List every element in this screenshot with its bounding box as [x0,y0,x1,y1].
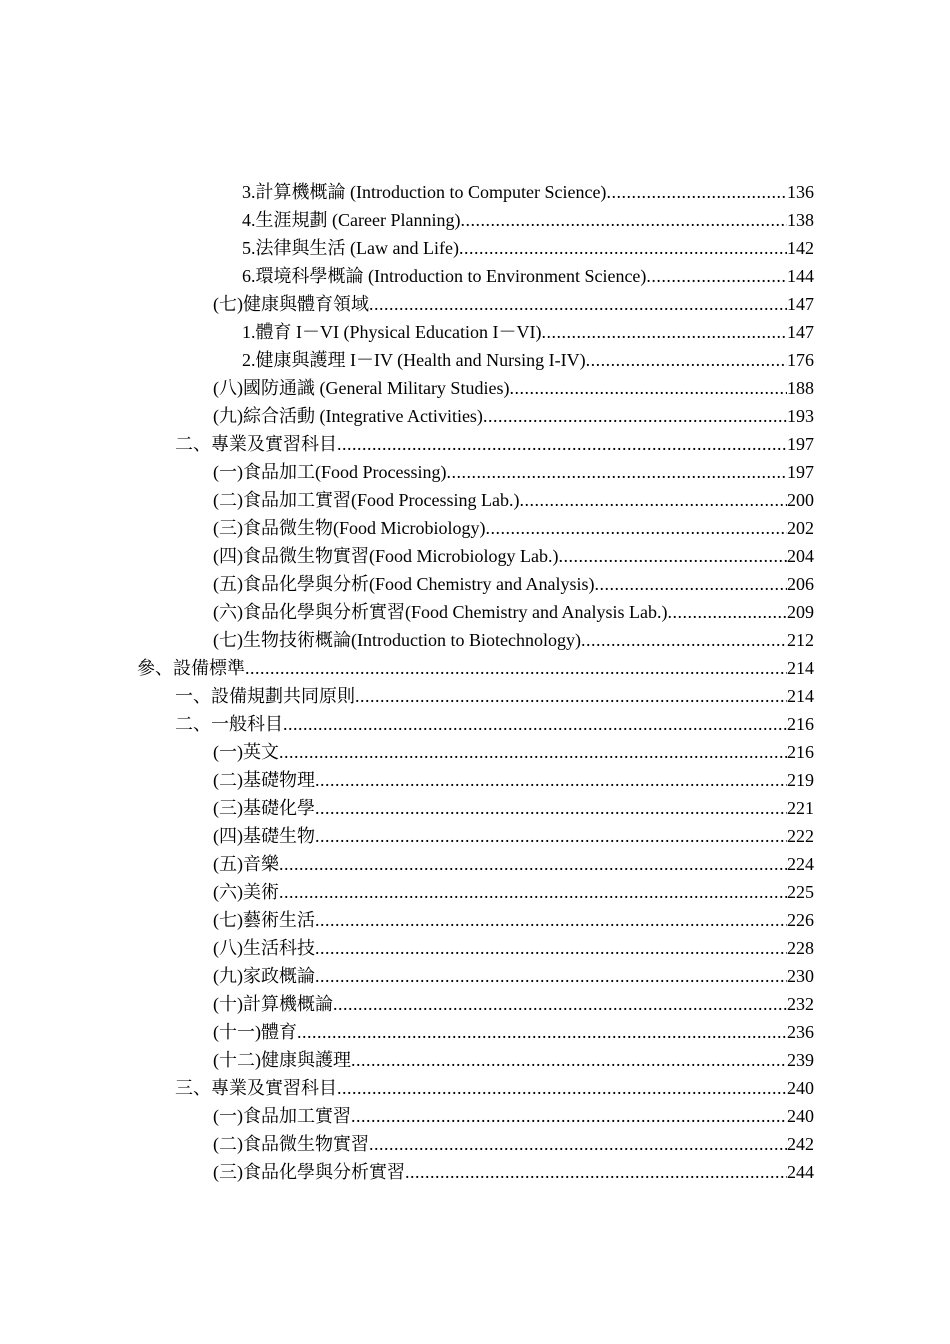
toc-entry-title: 二、一般科目 [175,714,283,734]
toc-entry-title: (四)基礎生物 [213,826,315,846]
toc-entry-page-number: 138 [787,210,814,230]
toc-entry-page-number: 202 [787,518,814,538]
toc-dot-leader [315,906,787,934]
toc-entry-page-number: 216 [787,714,814,734]
toc-dot-leader [446,458,787,486]
toc-dot-leader [337,430,787,458]
toc-entry-title: 5.法律與生活 (Law and Life) [242,238,459,258]
toc-dot-leader [459,234,787,262]
toc-dot-leader [606,178,787,206]
toc-entry-title: 2.健康與護理 I－IV (Health and Nursing I-IV) [242,350,586,370]
toc-entry[interactable] [0,794,950,822]
toc-entry[interactable] [0,906,950,934]
toc-entry-title: (十)計算機概論 [213,994,333,1014]
toc-entry-page-number: 214 [787,686,814,706]
toc-dot-leader [519,486,787,514]
toc-dot-leader [351,1046,787,1074]
toc-entry-title: 一、設備規劃共同原則 [175,686,355,706]
toc-entry-title: (三)基礎化學 [213,798,315,818]
toc-entry-page-number: 222 [787,826,814,846]
toc-entry-title: 3.計算機概論 (Introduction to Computer Science) [242,182,607,202]
toc-entry-page-number: 236 [787,1022,814,1042]
toc-entry[interactable] [0,458,950,486]
toc-entry-page-number: 206 [787,574,814,594]
toc-entry-page-number: 230 [787,966,814,986]
toc-entry-title: (六)食品化學與分析實習(Food Chemistry and Analysis Lab.) [213,602,668,622]
toc-dot-leader [283,710,787,738]
toc-dot-leader [279,850,787,878]
toc-entry-page-number: 240 [787,1106,814,1126]
toc-entry-page-number: 136 [787,182,814,202]
toc-entry[interactable] [0,1046,950,1074]
toc-entry-page-number: 226 [787,910,814,930]
toc-dot-leader [558,542,787,570]
toc-entry[interactable] [0,654,950,682]
toc-entry-title: (九)綜合活動 (Integrative Activities) [213,406,483,426]
toc-entry-title: (七)生物技術概論(Introduction to Biotechnology) [213,630,581,650]
toc-entry[interactable] [0,738,950,766]
toc-dot-leader [315,934,787,962]
toc-entry[interactable] [0,962,950,990]
toc-entry[interactable] [0,430,950,458]
toc-entry[interactable] [0,178,950,206]
toc-entry[interactable] [0,878,950,906]
toc-entry-title: (三)食品微生物(Food Microbiology) [213,518,486,538]
toc-entry-page-number: 219 [787,770,814,790]
toc-entry-page-number: 221 [787,798,814,818]
toc-entry-page-number: 197 [787,434,814,454]
toc-entry[interactable] [0,374,950,402]
toc-entry-title: (六)美術 [213,882,279,902]
toc-entry-page-number: 144 [787,266,814,286]
toc-entry-page-number: 214 [787,658,814,678]
toc-entry-title: (二)食品微生物實習 [213,1134,369,1154]
toc-entry-page-number: 239 [787,1050,814,1070]
toc-entry-title: (一)食品加工實習 [213,1106,351,1126]
toc-entry[interactable] [0,598,950,626]
toc-entry-page-number: 204 [787,546,814,566]
toc-entry[interactable] [0,346,950,374]
toc-entry[interactable] [0,710,950,738]
toc-entry-title: 三、專業及實習科目 [175,1078,337,1098]
toc-dot-leader [581,626,787,654]
toc-entry[interactable] [0,206,950,234]
toc-entry-title: (一)食品加工(Food Processing) [213,462,447,482]
toc-entry-page-number: 242 [787,1134,814,1154]
toc-entry[interactable] [0,542,950,570]
toc-entry-page-number: 147 [787,294,814,314]
toc-entry-title: (七)藝術生活 [213,910,315,930]
toc-dot-leader [315,794,787,822]
toc-entry-page-number: 225 [787,882,814,902]
toc-entry-page-number: 142 [787,238,814,258]
toc-entry-title: 二、專業及實習科目 [175,434,337,454]
toc-entry[interactable] [0,1018,950,1046]
toc-entry-title: (二)基礎物理 [213,770,315,790]
toc-entry-page-number: 147 [787,322,814,342]
toc-entry[interactable] [0,1158,950,1186]
toc-entry[interactable] [0,318,950,346]
toc-entry-page-number: 193 [787,406,814,426]
toc-entry-page-number: 216 [787,742,814,762]
toc-entry-title: 參、設備標準 [137,658,245,678]
toc-entry-title: 1.體育 I－VI (Physical Education I－VI) [242,322,542,342]
toc-dot-leader [369,1130,787,1158]
toc-dot-leader [460,206,787,234]
toc-entry-title: (四)食品微生物實習(Food Microbiology Lab.) [213,546,559,566]
toc-entry-page-number: 188 [787,378,814,398]
toc-entry-title: (三)食品化學與分析實習 [213,1162,405,1182]
toc-entry-page-number: 240 [787,1078,814,1098]
toc-entry-title: (五)食品化學與分析(Food Chemistry and Analysis) [213,574,595,594]
toc-entry[interactable] [0,822,950,850]
toc-dot-leader [315,822,787,850]
toc-entry-title: (九)家政概論 [213,966,315,986]
toc-entry-page-number: 197 [787,462,814,482]
toc-entry[interactable] [0,570,950,598]
toc-dot-leader [245,654,787,682]
toc-entry[interactable] [0,402,950,430]
toc-dot-leader [315,962,787,990]
toc-dot-leader [483,402,787,430]
toc-entry[interactable] [0,262,950,290]
toc-entry-title: (二)食品加工實習(Food Processing Lab.) [213,490,520,510]
toc-entry[interactable] [0,290,950,318]
toc-entry[interactable] [0,626,950,654]
toc-dot-leader [667,598,787,626]
toc-entry-page-number: 232 [787,994,814,1014]
toc-dot-leader [297,1018,787,1046]
toc-dot-leader [333,990,787,1018]
toc-dot-leader [405,1158,787,1186]
toc-dot-leader [586,346,787,374]
toc-entry-title: (七)健康與體育領域 [213,294,369,314]
toc-dot-leader [279,878,787,906]
toc-dot-leader [369,290,787,318]
toc-entry[interactable] [0,1074,950,1102]
toc-entry-title: (八)國防通識 (General Military Studies) [213,378,510,398]
toc-dot-leader [337,1074,787,1102]
toc-entry-page-number: 176 [787,350,814,370]
toc-dot-leader [646,262,787,290]
toc-entry[interactable] [0,234,950,262]
toc-dot-leader [485,514,787,542]
toc-entry-title: 4.生涯規劃 (Career Planning) [242,210,461,230]
toc-entry[interactable] [0,934,950,962]
toc-entry-title: (五)音樂 [213,854,279,874]
toc-entry[interactable] [0,514,950,542]
toc-entry[interactable] [0,1130,950,1158]
table-of-contents [0,178,950,1186]
toc-dot-leader [279,738,787,766]
toc-entry-page-number: 224 [787,854,814,874]
toc-entry[interactable] [0,990,950,1018]
toc-entry-title: (十二)健康與護理 [213,1050,351,1070]
toc-dot-leader [351,1102,787,1130]
toc-dot-leader [594,570,787,598]
toc-entry-page-number: 209 [787,602,814,622]
toc-entry-page-number: 244 [787,1162,814,1182]
toc-entry-page-number: 200 [787,490,814,510]
toc-entry[interactable] [0,766,950,794]
toc-entry-page-number: 228 [787,938,814,958]
toc-entry[interactable] [0,486,950,514]
toc-entry[interactable] [0,682,950,710]
toc-entry-title: (一)英文 [213,742,279,762]
toc-dot-leader [315,766,787,794]
toc-entry[interactable] [0,1102,950,1130]
toc-entry[interactable] [0,850,950,878]
toc-entry-page-number: 212 [787,630,814,650]
toc-entry-title: 6.環境科學概論 (Introduction to Environment Science) [242,266,647,286]
toc-dot-leader [509,374,787,402]
toc-dot-leader [355,682,787,710]
toc-entry-title: (八)生活科技 [213,938,315,958]
toc-entry-title: (十一)體育 [213,1022,297,1042]
toc-dot-leader [541,318,787,346]
